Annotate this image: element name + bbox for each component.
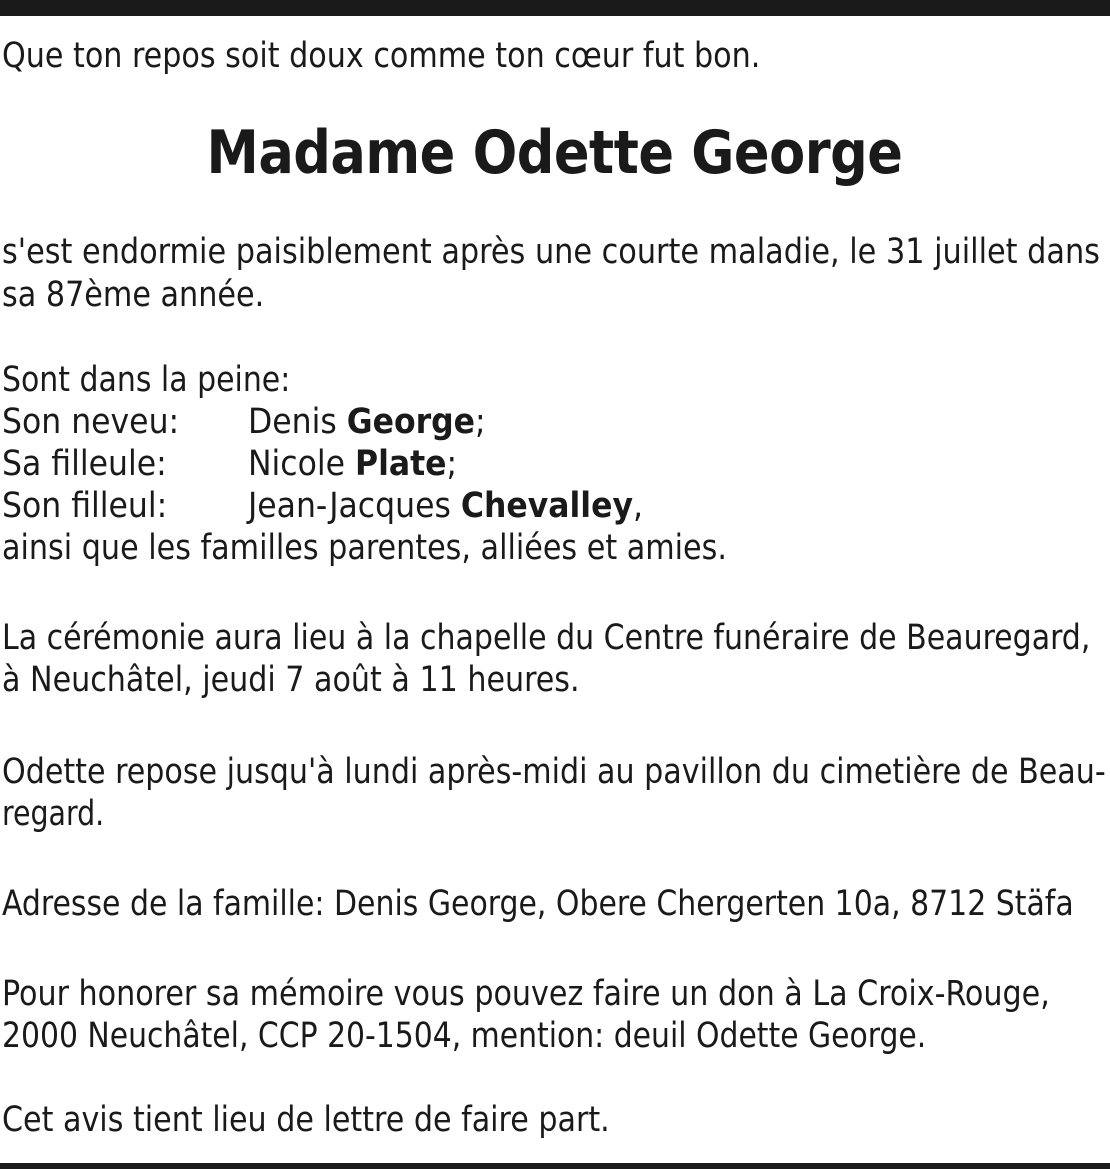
family-address: Adresse de la famille: Denis George, Obere Chergerten 10a, 8712 Stäfa [2,884,1074,924]
relative-relation: Son neveu: [2,402,180,442]
bottom-rule [0,1163,1110,1169]
mourners-intro: Sont dans la peine: [2,360,291,400]
donation-line-2: 2000 Neuchâtel, CCP 20-1504, mention: deuil Odette George. [2,1016,927,1056]
deceased-name-text: Madame Odette George [206,118,902,188]
death-notice-line-1: s'est endormie paisiblement après une courte maladie, le 31 juillet dans [2,232,1100,272]
relative-first-name: Jean-Jacques [248,486,461,526]
relative-last-name: Plate [355,444,447,484]
ceremony-line-1: La cérémonie aura lieu à la chapelle du Centre funéraire de Beauregard, [2,618,1091,658]
relative-relation: Sa filleule: [2,444,167,484]
top-rule [0,0,1110,16]
relative-last-name: Chevalley [460,486,633,526]
relative-row-godson [2,485,643,527]
relative-row-goddaughter [2,443,457,485]
closing-note: Cet avis tient lieu de lettre de faire part. [2,1100,610,1140]
relative-relation: Son filleul: [2,486,168,526]
ceremony-line-2: à Neuchâtel, jeudi 7 août à 11 heures. [2,660,580,700]
mourners-outro: ainsi que les familles parentes, alliées et amies. [2,528,727,568]
relative-punctuation: ; [446,444,458,484]
relative-punctuation: ; [475,402,486,442]
relative-first-name: Nicole [248,444,355,484]
relative-last-name: George [346,402,476,442]
relative-punctuation: , [632,486,643,526]
relative-row-nephew [2,401,486,443]
donation-line-1: Pour honorer sa mémoire vous pouvez faire un don à La Croix-Rouge, [2,974,1050,1014]
repose-line-2: regard. [2,794,105,834]
relative-first-name: Denis [248,402,347,442]
epigraph: Que ton repos soit doux comme ton cœur fut bon. [2,36,761,76]
deceased-name-title [2,118,1106,188]
death-notice-line-2: sa 87ème année. [2,275,265,315]
repose-line-1: Odette repose jusqu'à lundi après-midi au pavillon du cimetière de Beau- [2,752,1106,792]
